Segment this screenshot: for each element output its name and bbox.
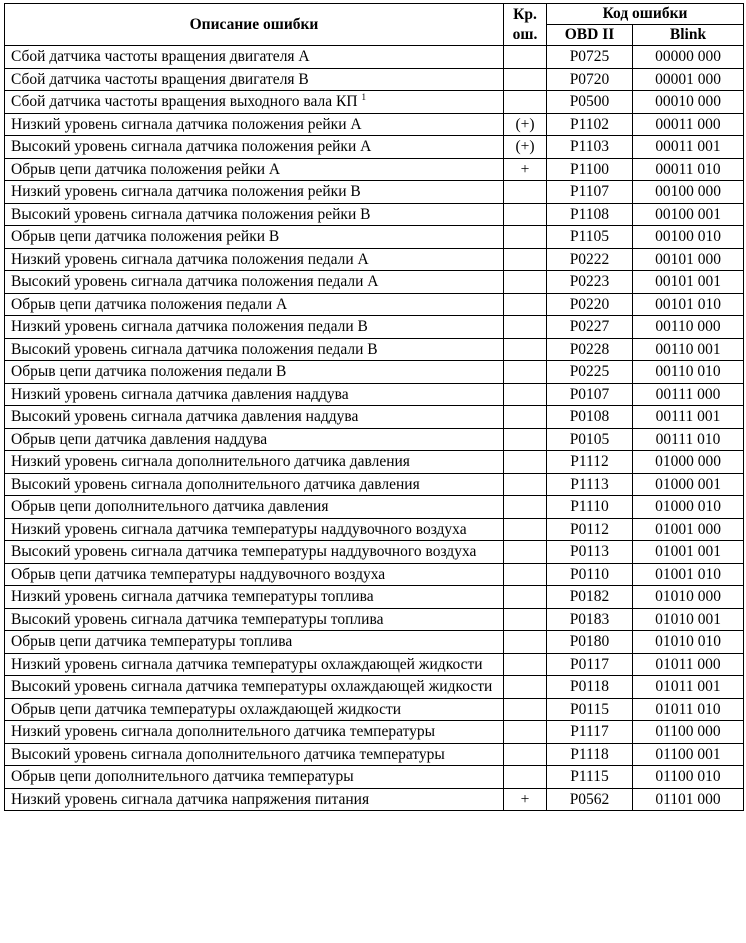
error-description-text: Высокий уровень сигнала датчика положения педали А [11,273,379,290]
obd-code-cell: P1103 [547,136,633,159]
blink-code-cell: 01001 010 [633,563,744,586]
error-description-cell [5,676,504,699]
error-description-cell [5,203,504,226]
critical-error-cell [504,586,547,609]
table-row [5,743,744,766]
critical-error-cell [504,293,547,316]
table-row [5,91,744,114]
obd-code-cell: P0117 [547,653,633,676]
blink-code-cell: 00011 000 [633,113,744,136]
obd-code-cell: P0112 [547,518,633,541]
obd-code-cell: P1105 [547,226,633,249]
error-description-text: Обрыв цепи датчика положения педали А [11,295,288,313]
blink-code-cell: 01001 000 [633,518,744,541]
critical-error-cell [504,226,547,249]
error-description-cell [5,518,504,541]
blink-code-cell: 00011 001 [633,136,744,159]
obd-code-cell: P0720 [547,68,633,91]
table-row [5,158,744,181]
blink-code-cell: 00111 010 [633,428,744,451]
blink-code-cell: 01010 000 [633,586,744,609]
table-row [5,698,744,721]
blink-code-cell: 00001 000 [633,68,744,91]
obd-code-cell: P0227 [547,316,633,339]
error-description-cell [5,473,504,496]
error-description-cell [5,586,504,609]
critical-error-cell [504,743,547,766]
table-row [5,293,744,316]
critical-error-cell [504,361,547,384]
critical-error-cell [504,91,547,114]
error-description-text: Обрыв цепи датчика положения рейки А [11,160,281,178]
error-description-text: Обрыв цепи дополнительного датчика температуры [11,768,354,785]
error-code-group-header: Код ошибки [547,4,744,25]
table-row [5,316,744,339]
critical-error-cell [504,698,547,721]
error-description-text: Низкий уровень сигнала датчика давления наддува [11,385,349,403]
error-description-cell [5,248,504,271]
table-row [5,676,744,699]
error-code-table [4,3,744,811]
blink-code-cell: 01011 001 [633,676,744,699]
table-row [5,608,744,631]
critical-error-cell [504,766,547,789]
critical-error-cell [504,451,547,474]
error-description-cell [5,293,504,316]
table-row [5,46,744,69]
critical-error-cell [504,203,547,226]
error-description-cell [5,698,504,721]
blink-column-header: Blink [633,25,744,46]
error-description-cell [5,496,504,519]
table-row [5,721,744,744]
error-description-text: Низкий уровень сигнала дополнительного датчика давления [11,453,410,470]
table-row [5,181,744,204]
error-description-cell [5,631,504,654]
table-row [5,203,744,226]
blink-code-cell: 00101 010 [633,293,744,316]
error-description-cell [5,316,504,339]
blink-code-cell: 00101 001 [633,271,744,294]
table-row [5,338,744,361]
obd-code-cell: P1110 [547,496,633,519]
critical-error-cell: (+) [504,136,547,159]
error-description-cell [5,721,504,744]
blink-code-cell: 00100 010 [633,226,744,249]
obd-code-cell: P1113 [547,473,633,496]
obd-code-cell: P0562 [547,788,633,811]
error-description-cell [5,406,504,429]
blink-code-cell: 01010 010 [633,631,744,654]
table-header [5,4,744,46]
error-description-text: Высокий уровень сигнала датчика температуры топлива [11,610,384,628]
blink-code-cell: 00010 000 [633,91,744,114]
error-description-cell [5,46,504,69]
obd-code-cell: P0108 [547,406,633,429]
error-description-cell [5,338,504,361]
error-description-cell [5,608,504,631]
error-description-text: Низкий уровень сигнала датчика положения рейки В [11,183,361,200]
critical-error-column-header [504,4,547,46]
critical-error-cell [504,631,547,654]
table-row [5,541,744,564]
error-description-text: Высокий уровень сигнала дополнительного датчика давления [11,475,420,493]
table-row [5,653,744,676]
blink-code-cell: 01100 010 [633,766,744,789]
obd-code-cell: P0228 [547,338,633,361]
obd-code-cell: P0225 [547,361,633,384]
error-description-cell [5,181,504,204]
table-row [5,766,744,789]
table-row [5,563,744,586]
error-description-cell [5,226,504,249]
blink-code-cell: 01010 001 [633,608,744,631]
error-description-text: Низкий уровень сигнала датчика положения педали А [11,250,369,268]
obd-column-header: OBD II [547,25,633,46]
blink-code-cell: 00100 000 [633,181,744,204]
critical-error-cell [504,676,547,699]
blink-code-cell: 00101 000 [633,248,744,271]
blink-code-cell: 01100 000 [633,721,744,744]
critical-error-cell [504,181,547,204]
blink-code-cell: 00000 000 [633,46,744,69]
blink-code-cell: 01101 000 [633,788,744,811]
obd-code-cell: P0182 [547,586,633,609]
error-description-cell [5,383,504,406]
error-description-cell [5,788,504,811]
critical-error-cell [504,428,547,451]
error-description-text: Обрыв цепи датчика положения педали В [11,363,287,380]
error-description-text: Низкий уровень сигнала дополнительного датчика температуры [11,723,436,740]
error-description-text: Сбой датчика частоты вращения двигателя А [11,48,310,65]
error-description-cell [5,743,504,766]
obd-code-cell: P0500 [547,91,633,114]
table-row [5,428,744,451]
obd-code-cell: P1108 [547,203,633,226]
error-description-text: Высокий уровень сигнала датчика давления наддува [11,408,359,425]
blink-code-cell: 00100 001 [633,203,744,226]
error-description-text: Сбой датчика частоты вращения выходного вала КП [11,93,358,110]
blink-code-cell: 01000 000 [633,451,744,474]
blink-code-cell: 01011 000 [633,653,744,676]
obd-code-cell: P0223 [547,271,633,294]
error-description-cell [5,451,504,474]
critical-error-cell [504,68,547,91]
critical-header-line2: ош. [512,25,538,43]
error-description-text: Низкий уровень сигнала датчика температуры наддувочного воздуха [11,520,467,538]
table-row [5,383,744,406]
critical-error-cell [504,721,547,744]
table-row [5,248,744,271]
obd-code-cell: P0105 [547,428,633,451]
error-description-cell [5,361,504,384]
table-row [5,113,744,136]
error-description-cell [5,766,504,789]
error-description-text: Низкий уровень сигнала датчика положения рейки А [11,115,362,133]
error-description-cell [5,428,504,451]
critical-error-cell [504,496,547,519]
error-description-text: Высокий уровень сигнала дополнительного датчика температуры [11,745,445,763]
critical-error-cell [504,383,547,406]
blink-code-cell: 00011 010 [633,158,744,181]
description-column-header: Описание ошибки [5,4,504,46]
obd-code-cell: P0107 [547,383,633,406]
error-description-text: Обрыв цепи датчика положения рейки В [11,228,280,245]
table-row [5,361,744,384]
obd-code-cell: P0113 [547,541,633,564]
obd-code-cell: P1118 [547,743,633,766]
obd-code-cell: P0115 [547,698,633,721]
error-description-cell [5,653,504,676]
table-row [5,68,744,91]
blink-code-cell: 01001 001 [633,541,744,564]
obd-code-cell: P0220 [547,293,633,316]
table-row [5,631,744,654]
table-row [5,406,744,429]
error-description-cell [5,91,504,114]
critical-error-cell [504,473,547,496]
table-row [5,496,744,519]
error-description-text: Высокий уровень сигнала датчика положения рейки В [11,205,371,223]
blink-code-cell: 00110 001 [633,338,744,361]
error-description-cell [5,136,504,159]
error-description-text: Высокий уровень сигнала датчика положения педали В [11,340,378,358]
critical-error-cell [504,338,547,361]
table-row [5,271,744,294]
obd-code-cell: P1117 [547,721,633,744]
blink-code-cell: 01000 001 [633,473,744,496]
table-row [5,586,744,609]
error-description-text: Обрыв цепи датчика давления наддува [11,430,268,448]
critical-error-cell [504,608,547,631]
critical-error-cell [504,653,547,676]
table-row [5,451,744,474]
error-description-text: Обрыв цепи датчика температуры охлаждающей жидкости [11,700,402,718]
error-description-cell [5,541,504,564]
blink-code-cell: 01100 001 [633,743,744,766]
error-description-text: Высокий уровень сигнала датчика положения рейки А [11,138,372,155]
critical-error-cell [504,271,547,294]
error-description-text: Низкий уровень сигнала датчика температуры охлаждающей жидкости [11,655,483,673]
error-description-text: Низкий уровень сигнала датчика температуры топлива [11,588,374,605]
obd-code-cell: P0222 [547,248,633,271]
error-description-cell [5,563,504,586]
table-row [5,473,744,496]
error-description-cell [5,271,504,294]
obd-code-cell: P0183 [547,608,633,631]
error-description-text: Обрыв цепи дополнительного датчика давления [11,498,329,515]
error-description-text: Низкий уровень сигнала датчика положения педали В [11,318,368,335]
obd-code-cell: P1102 [547,113,633,136]
error-description-text: Низкий уровень сигнала датчика напряжения питания [11,790,370,808]
blink-code-cell: 00111 001 [633,406,744,429]
obd-code-cell: P0180 [547,631,633,654]
critical-error-cell [504,248,547,271]
blink-code-cell: 00110 000 [633,316,744,339]
obd-code-cell: P1107 [547,181,633,204]
critical-header-line1: Кр. [513,5,537,23]
obd-code-cell: P1115 [547,766,633,789]
error-description-text: Обрыв цепи датчика температуры наддувочного воздуха [11,565,386,583]
critical-error-cell [504,46,547,69]
blink-code-cell: 01011 010 [633,698,744,721]
error-description-cell [5,68,504,91]
footnote-marker: 1 [361,91,366,102]
table-row [5,226,744,249]
obd-code-cell: P0725 [547,46,633,69]
obd-code-cell: P1112 [547,451,633,474]
obd-code-cell: P0118 [547,676,633,699]
blink-code-cell: 00111 000 [633,383,744,406]
blink-code-cell: 00110 010 [633,361,744,384]
table-row [5,136,744,159]
table-row [5,788,744,811]
obd-code-cell: P1100 [547,158,633,181]
critical-error-cell [504,541,547,564]
critical-error-cell [504,406,547,429]
critical-error-cell [504,563,547,586]
error-description-cell [5,158,504,181]
error-description-text: Высокий уровень сигнала датчика температуры охлаждающей жидкости [11,678,493,695]
critical-error-cell [504,316,547,339]
table-body [5,46,744,811]
critical-error-cell: (+) [504,113,547,136]
obd-code-cell: P0110 [547,563,633,586]
error-description-text: Высокий уровень сигнала датчика температуры наддувочного воздуха [11,543,477,560]
error-description-cell [5,113,504,136]
blink-code-cell: 01000 010 [633,496,744,519]
table-row [5,518,744,541]
critical-error-cell: + [504,788,547,811]
error-description-text: Обрыв цепи датчика температуры топлива [11,633,293,650]
critical-error-cell: + [504,158,547,181]
error-description-text: Сбой датчика частоты вращения двигателя В [11,70,309,88]
critical-error-cell [504,518,547,541]
